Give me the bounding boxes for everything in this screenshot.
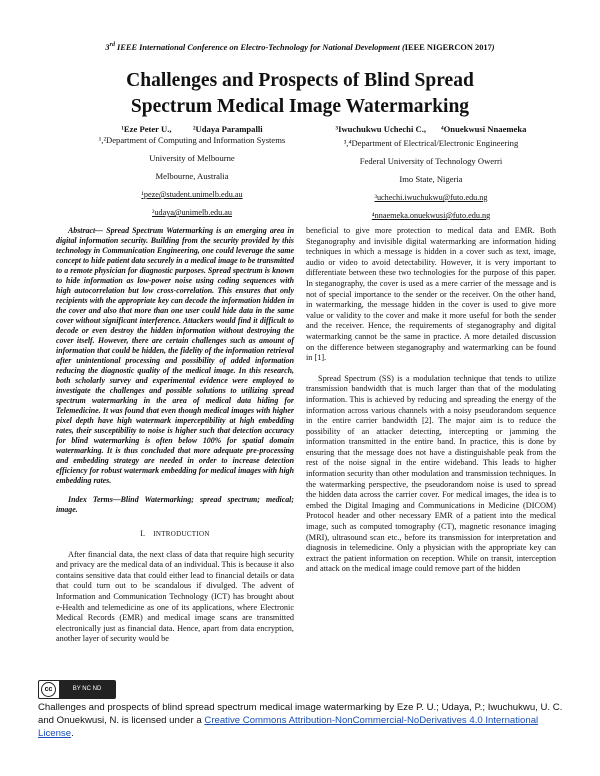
abstract-label: Abstract— <box>68 226 107 235</box>
right-paragraph-2: Spread Spectrum (SS) is a modulation technique that tends to utilize transmission bandwidth that is much larger than that of the modulating information. This is achieved by reducing and spreading the energy of the information across various channels with a noisy pseudorandom sequence in the entire carrier bandwidth [2]. The major aim is to reduce the possibility of an attacker detecting, intercepting or jamming the information transmitted in the entire band. In practice, this is done by ensuring that the message does not have a distinguishable peak from the rest of the noise signal in the entire wideband. This leads to higher information security than other modulation and transmission techniques. In the watermarking perspective, the pseudorandom noise is used to spread the hidden data across the carrier cover. For medical images, the idea is to embed the Digital Imaging and Communications in Medicine (DICOM) Protocol header and other necessary EMR of a patient into the medical image, such as computed tomography (CT), magnetic resonance imaging (MRI), ultrasound scan etc., before its transmission for interpretation and diagnosis in telemedicine. Only a physician with the appropriate key can extract the patient information on reception. While on transit, interception and attack on the medical image could remove part of the hidden <box>306 373 556 574</box>
university-left: University of Melbourne <box>149 153 235 163</box>
authors-left <box>86 124 298 218</box>
creative-commons-badge[interactable] <box>38 680 116 699</box>
conference-abbr: IEEE NIGERCON 2017 <box>404 42 492 52</box>
city-left: Melbourne, Australia <box>155 171 229 181</box>
conference-close: ) <box>491 42 495 52</box>
intro-paragraph: After financial data, the next class of data that require high security and privacy are the medical data of an individual. This is because it also contains sensitive data that could either lead to financial details or data that could turn out to be scandalous if divulged. The advent of Information and Communication Technology (ICT) has brought about e-Health and telemedicine as one of its applications, where Electronic Medical Records (EMR) and medical image scans are transmitted electronically just as financial data. Hence, apart from data encryption, another layer of security would be <box>56 549 294 644</box>
cc-icon: cc <box>41 682 56 697</box>
conference-number: 3 <box>105 42 110 52</box>
section-title: INTRODUCTION <box>153 530 210 538</box>
title-line-1: Challenges and Prospects of Blind Spread <box>126 70 474 91</box>
email-link-1[interactable]: ¹peze@student.unimelb.edu.au <box>141 190 243 199</box>
conference-header <box>40 42 560 52</box>
title-line-2: Spectrum Medical Image Watermarking <box>130 96 470 117</box>
department-left: ¹,²Department of Computing and Information Systems <box>98 135 286 145</box>
abstract-text: Spread Spectrum Watermarking is an emerging area in digital information security. Building from the security provided by this technology in Communication Engineering, one could leverage the same concept to hide patient data securely in a medical image to be transmitted to a remote physician for diagnostic purposes. Spread spectrum is known to hide information as low-power noise using coding sequences with high autocorrelation but low cross-correlation. This ensures that only recipients with the appropriate key can decode the information hidden in the cover and also that more than one user could hide data in the same cover without significant interference. Attackers would find it difficult to decode or even destroy the hidden information without destroying the cover itself. However, there are certain challenges such as amount of information that could be hidden, the fidelity of the information retrieval after unintentional processing and possibility of added information reducing the diagnostic quality of the medical image. In this research, both scholarly survey and experimental evidence were employed to investigate the challenges and possible solutions to utilizing spread spectrum watermarking in the area of medical data hiding for Telemedicine. It was found that even though medical images with higher pixel depth have high watermark imperceptibility at high embedding rates, their susceptibility to noise is higher such that detection accuracy for blind watermarking is often below 100% for spatial domain watermarking. It is thus concluded that more adequate pre-processing and embedding strategy are needed in order to increase detection efficiency for robust watermark embedding for medical images with high embedding rates. <box>56 226 295 485</box>
paper-title <box>40 68 560 120</box>
authors-right <box>306 124 556 221</box>
left-column <box>56 226 294 645</box>
index-terms <box>56 495 294 515</box>
email-link-2[interactable]: ²udaya@unimelb.edu.au <box>151 208 233 217</box>
by-nc-nd-icons: BY NC ND <box>59 681 115 698</box>
license-end: . <box>71 728 74 739</box>
index-terms-text: Blind Watermarking; spread spectrum; medical; image. <box>56 495 294 514</box>
section-heading <box>56 529 294 540</box>
right-column <box>306 226 556 575</box>
license-text: Challenges and prospects of blind spread spectrum medical image watermarking by Eze P. U.; Udaya, P.; Iwuchukwu, U. C. and Onuekwusi, N. is licensed under a <box>38 702 563 726</box>
right-paragraph-1: beneficial to give more protection to medical data and EMR. Both Steganography and invisible digital watermarking are information hiding techniques in which a message is hidden in a cover such as text, image, audio or video to avoid detectability. However, it is very important to differentiate between these two technologies for the purpose of this paper. In steganography, the cover is used as a mere carrier of the message and is not of special importance to the sender or the receiver. On the other hand, in watermarking, the message hidden in the cover is used to give more value or validity to the cover and make it more useful for both the sender and the receiver. Hence, the requirements of steganography and digital watermarking cannot be the same in practice. A more detailed discussion on the difference between steganography and watermarking can be found in [1]. <box>306 226 556 363</box>
section-numeral: I. <box>140 529 146 538</box>
email-link-3[interactable]: ³uchechi.iwuchukwu@futo.edu.ng <box>374 193 488 202</box>
index-terms-label: Index Terms— <box>68 495 121 504</box>
email-link-4[interactable]: ⁴nnaemeka.onuekwusi@futo.edu.ng <box>371 211 491 220</box>
university-right: Federal University of Technology Owerri <box>359 156 503 166</box>
city-right: Imo State, Nigeria <box>399 174 463 184</box>
license-block <box>38 680 568 740</box>
author-names-left: ¹Eze Peter U., ²Udaya Parampalli <box>121 124 263 134</box>
license-link[interactable]: Creative Commons Attribution-NonCommercial-NoDerivatives 4.0 International License <box>38 715 539 739</box>
conference-name: IEEE International Conference on Electro-Technology for National Development ( <box>114 42 405 52</box>
abstract <box>56 226 294 486</box>
conference-ordinal: rd <box>109 42 115 48</box>
department-right: ³,⁴Department of Electrical/Electronic Engineering <box>343 138 519 148</box>
author-names-right: ³Iwuchukwu Uchechi C., ⁴Onuekwusi Nnaemeka <box>335 124 527 134</box>
